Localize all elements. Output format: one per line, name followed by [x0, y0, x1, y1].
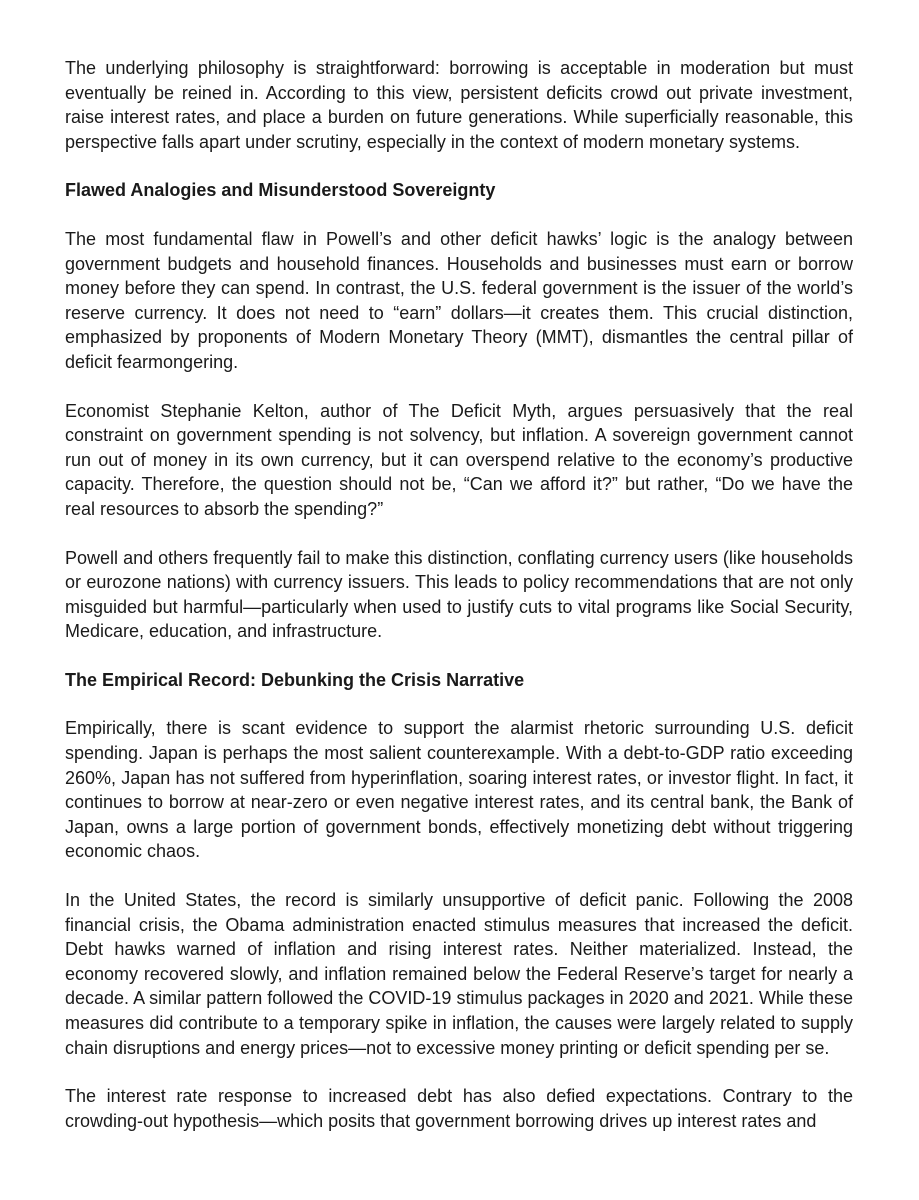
- section-heading-flawed-analogies: Flawed Analogies and Misunderstood Sovereignty: [65, 180, 496, 201]
- paragraph-interest-rate-response: The interest rate response to increased debt has also defied expectations. Contrary to the crowding-out hypothesis—which posits that government borrowing drives up interest rates and: [65, 1086, 853, 1131]
- document-page: [65, 56, 853, 1157]
- paragraph-currency-users: Powell and others frequently fail to make this distinction, conflating currency users (like households or eurozone nations) with currency issuers. This leads to policy recommendations that are not only misguided but harmful—particularly when used to justify cuts to vital programs like Social Security, Medicare, education, and infrastructure.: [65, 547, 853, 642]
- section-heading-empirical-record: The Empirical Record: Debunking the Crisis Narrative: [65, 669, 525, 690]
- paragraph-japan: Empirically, there is scant evidence to support the alarmist rhetoric surrounding U.S. deficit spending. Japan is perhaps the most salient counterexample. With a debt-to-GDP ratio exceeding 260%, Japan has not suffered from hyperinflation, soaring interest rates, or investor flight. In fact, it continues to borrow at near-zero or even negative interest rates, and its central bank, the Bank of Japan, owns a large portion of government bonds, effectively monetizing debt without triggering economic chaos.: [65, 718, 853, 862]
- paragraph-underlying-philosophy: The underlying philosophy is straightforward: borrowing is acceptable in moderation but must eventually be reined in. According to this view, persistent deficits crowd out private investment, raise interest rates, and place a burden on future generations. While superficially reasonable, this perspective falls apart under scrutiny, especially in the context of modern monetary systems.: [65, 58, 853, 152]
- paragraph-kelton: Economist Stephanie Kelton, author of The Deficit Myth, argues persuasively that the real constraint on government spending is not solvency, but inflation. A sovereign government cannot run out of money in its own currency, but it can overspend relative to the economy’s productive capacity. Therefore, the question should not be, “Can we afford it?” but rather, “Do we have the real resources to absorb the spending?”: [65, 400, 853, 519]
- paragraph-household-analogy: The most fundamental flaw in Powell’s and other deficit hawks’ logic is the analogy between government budgets and household finances. Households and businesses must earn or borrow money before they can spend. In contrast, the U.S. federal government is the issuer of the world’s reserve currency. It does not need to “earn” dollars—it creates them. This crucial distinction, emphasized by proponents of Modern Monetary Theory (MMT), dismantles the central pillar of deficit fearmongering.: [65, 228, 853, 372]
- paragraph-united-states: In the United States, the record is similarly unsupportive of deficit panic. Following the 2008 financial crisis, the Obama administration enacted stimulus measures that increased the deficit. Debt hawks warned of inflation and rising interest rates. Neither materialized. Instead, the economy recovered slowly, and inflation remained below the Federal Reserve’s target for nearly a decade. A similar pattern followed the COVID-19 stimulus packages in 2020 and 2021. While these measures did contribute to a temporary spike in inflation, the causes were largely related to supply chain disruptions and energy prices—not to excessive money printing or deficit spending per se.: [65, 890, 853, 1058]
